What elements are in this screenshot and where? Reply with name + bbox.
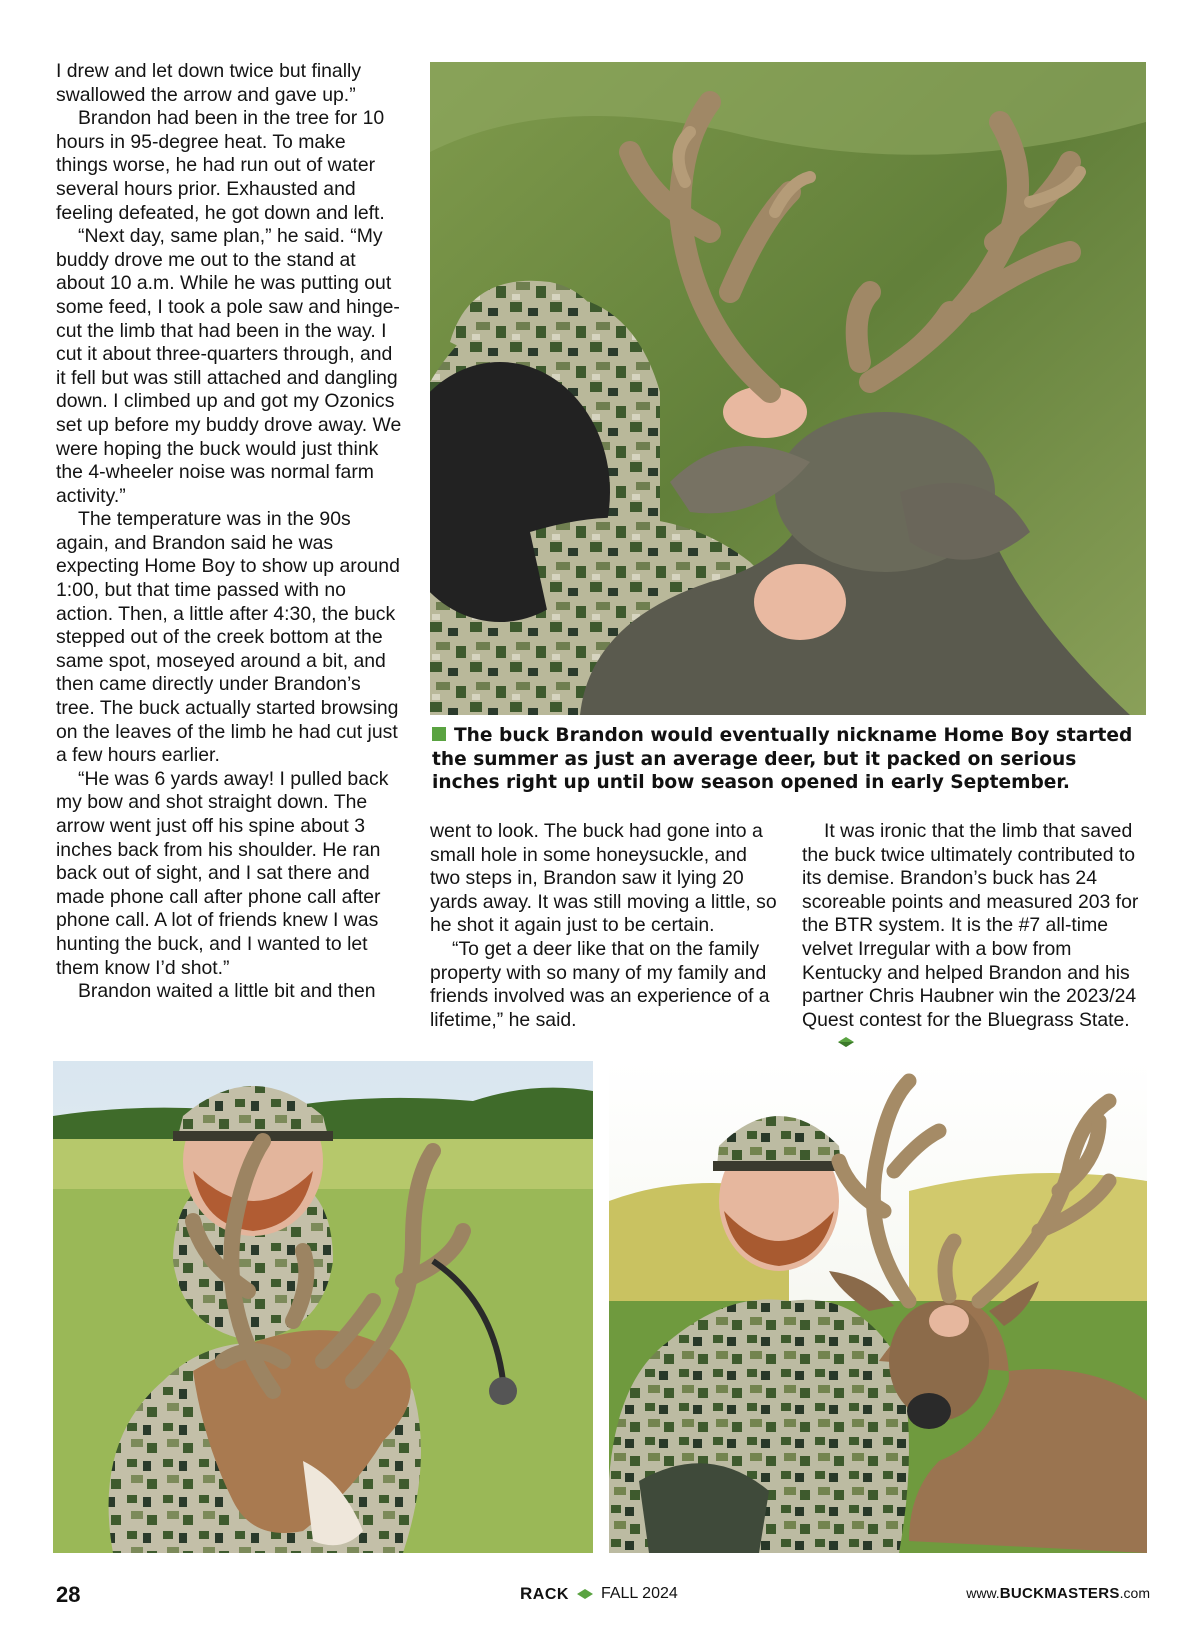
url-brand: BUCKMASTERS (999, 1585, 1120, 1602)
magazine-name-initial: R (520, 1584, 533, 1603)
photo-hunter-with-buck-left (53, 1061, 593, 1553)
running-footer (520, 1584, 678, 1604)
paragraph: went to look. The buck had gone into a small hole in some honeysuckle, and two steps in, Brandon saw it lying 20 yards away. It was still moving a little, so he shot it again just to be certain. (430, 820, 777, 937)
paragraph-text: It was ironic that the limb that saved the buck twice ultimately contributed to its demise. Brandon’s buck has 24 scoreable points and measured 203 for the BTR system. It is the #7 all-time velvet Irregular with a bow from Kentucky and helped Brandon and his partner Chris Haubner win the 2023/24 Quest contest for the Bluegrass State. (802, 820, 1139, 1031)
caption-bullet-icon (432, 727, 446, 741)
website-url (966, 1585, 1150, 1602)
paragraph: I drew and let down twice but finally swallowed the arrow and gave up.” (56, 60, 362, 106)
page-number: 28 (56, 1582, 81, 1607)
issue-date: FALL 2024 (600, 1585, 678, 1602)
magazine-name-rest: ACK (532, 1586, 569, 1603)
magazine-name (520, 1584, 569, 1604)
url-suffix: .com (1119, 1585, 1150, 1601)
paragraph: Brandon waited a little bit and then (78, 980, 376, 1003)
article-column-1 (56, 60, 402, 1004)
paragraph: “He was 6 yards away! I pulled back my bow and shot straight down. The arrow went just off his spine about 3 inches back from his shoulder. He ran back out of sight, and I sat there and made phone call after phone call after phone call. A lot of friends knew I was hunting the buck, and I wanted to let them know I’d shot.” (56, 767, 389, 979)
caption-text: The buck Brandon would eventually nickname Home Boy started the summer as just an average deer, but it packed on serious inches right up until bow season opened in early September. (432, 725, 1133, 794)
paragraph: “To get a deer like that on the family property with so many of my family and friends involved was an experience of a lifetime,” he said. (430, 937, 770, 1031)
paragraph: Brandon had been in the tree for 10 hours in 95-degree heat. To make things worse, he had run out of water several hours prior. Exhausted and feeling defeated, he got down and left. (56, 107, 385, 224)
paragraph (802, 820, 1148, 1056)
url-prefix: www. (966, 1585, 1000, 1601)
article-column-3 (802, 820, 1148, 1056)
diamond-separator-icon (577, 1589, 593, 1599)
paragraph: “Next day, same plan,” he said. “My buddy drove me out to the stand at about 10 a.m. While he was putting out some feed, I took a pole saw and hinge-cut the limb that had been in the way. I cut it about three-quarters through, and it fell but was still attached and dangling down. I climbed up and got my Ozonics set up before my buddy drove away. We were hoping the buck would just think the 4-wheeler noise was normal farm activity.” (56, 225, 402, 507)
end-of-article-diamond-icon (838, 1037, 854, 1047)
photo-caption (432, 724, 1147, 795)
photo-hunter-with-buck-right (609, 1061, 1147, 1553)
paragraph: The temperature was in the 90s again, and Brandon said he was expecting Home Boy to show up around 1:00, but that time passed with no action. Then, a little after 4:30, the buck stepped out of the creek bottom at the same spot, moseyed around a bit, and then came directly under Brandon’s tree. The buck actually started browsing on the leaves of the limb he had cut just a few hours earlier. (56, 508, 400, 767)
photo-buck-velvet-antlers (430, 62, 1146, 715)
article-column-2 (430, 820, 778, 1032)
